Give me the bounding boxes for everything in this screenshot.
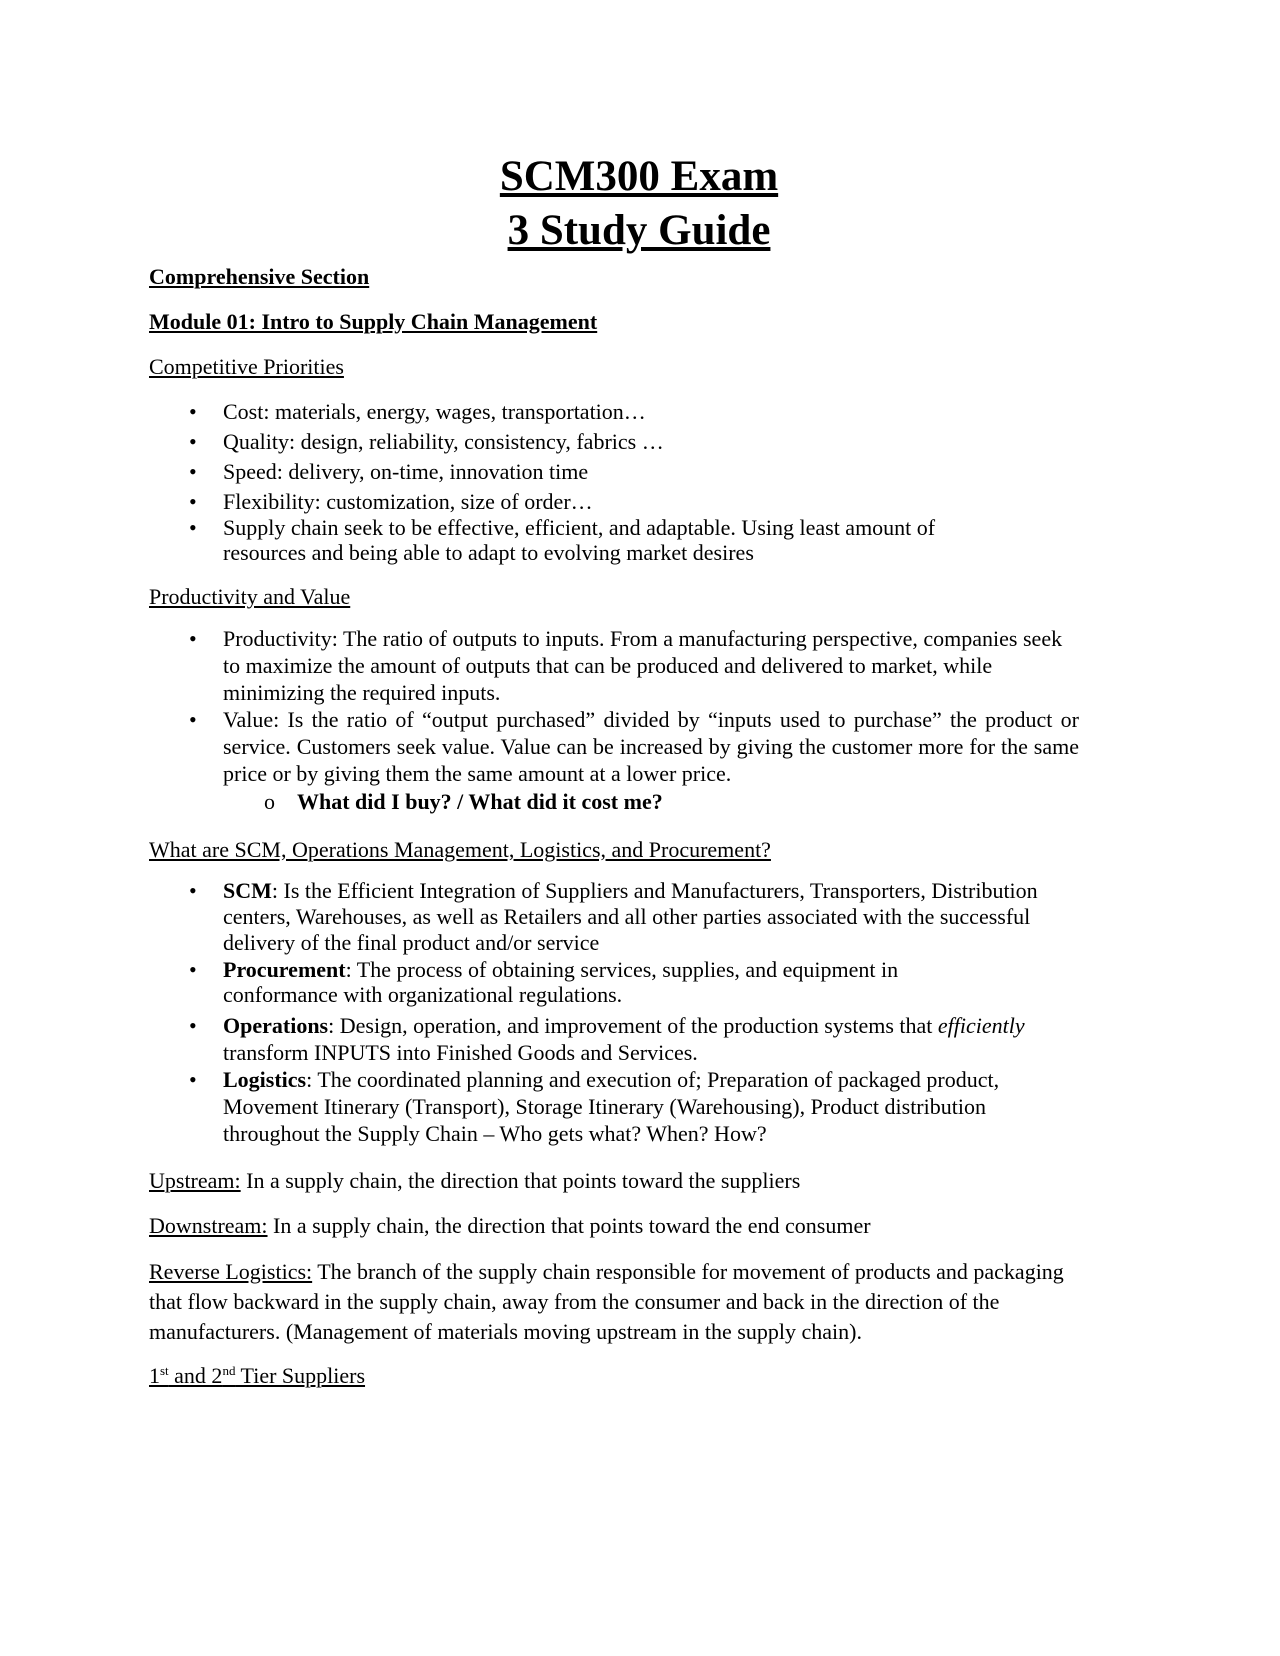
upstream-term: Upstream:	[149, 1168, 241, 1193]
tier-text: 1	[149, 1363, 160, 1388]
reverse-logistics-text: The branch of the supply chain responsible for movement of products and packaging that flow backward in the supply chain, away from the consumer and back in the direction of the manufacturers. (Management of materials moving upstream in the supply chain).	[149, 1259, 1064, 1344]
list-item: • Productivity: The ratio of outputs to inputs. From a manufacturing perspective, companies seek to maximize the amount of outputs that can be produced and delivered to market, while minimizing the required inputs.	[149, 625, 1079, 706]
definitions-heading: What are SCM, Operations Management, Logistics, and Procurement?	[149, 837, 771, 862]
tier-text: and 2	[168, 1363, 223, 1388]
productivity-subitem	[149, 788, 1129, 815]
downstream-text: In a supply chain, the direction that points toward the end consumer	[267, 1213, 871, 1238]
list-item: • Value: Is the ratio of “output purchased” divided by “inputs used to purchase” the product or service. Customers seek value. Value can be increased by giving the customer more for the same price or by giving them the same amount at a lower price.	[149, 706, 1079, 787]
productivity-heading: Productivity and Value	[149, 584, 351, 609]
tier-superscript: nd	[222, 1363, 236, 1378]
list-item: • Speed: delivery, on-time, innovation time	[149, 458, 1049, 485]
term-scm: SCM	[223, 878, 272, 903]
definition-procurement	[149, 957, 1013, 1007]
tier-superscript: st	[160, 1363, 169, 1378]
productivity-list	[149, 625, 1079, 787]
title-line-1: SCM300 Exam	[499, 153, 779, 200]
tier-suppliers-heading	[149, 1362, 1129, 1389]
list-item: • Quality: design, reliability, consistency, fabrics …	[149, 428, 1049, 455]
term-logistics: Logistics	[223, 1067, 307, 1092]
upstream-text: In a supply chain, the direction that points toward the suppliers	[240, 1168, 801, 1193]
list-item: • Cost: materials, energy, wages, transportation…	[149, 398, 1049, 425]
sub-bullet-marker: o	[264, 789, 275, 814]
downstream-term: Downstream:	[149, 1213, 268, 1238]
definition-text: : Design, operation, and improvement of the production systems that	[328, 1013, 938, 1038]
definition-scm	[149, 878, 1079, 956]
list-item: • Flexibility: customization, size of order…	[149, 488, 1049, 515]
upstream-definition	[149, 1167, 1129, 1194]
term-operations: Operations	[223, 1013, 329, 1038]
reverse-logistics-term: Reverse Logistics:	[149, 1259, 313, 1284]
definition-text: transform INPUTS into Finished Goods and Services.	[223, 1040, 698, 1065]
comprehensive-heading: Comprehensive Section	[149, 264, 370, 289]
definitions-list	[149, 878, 1079, 1147]
competitive-heading: Competitive Priorities	[149, 354, 344, 379]
downstream-definition	[149, 1212, 1129, 1239]
sub-bullet-text: What did I buy? / What did it cost me?	[297, 789, 663, 814]
definition-text: : The process of obtaining services, supplies, and equipment in conformance with organizational regulations.	[223, 957, 899, 1007]
competitive-list	[149, 398, 1049, 565]
definition-operations	[149, 1012, 1079, 1066]
module-heading: Module 01: Intro to Supply Chain Management	[149, 309, 598, 334]
list-item: • Supply chain seek to be effective, efficient, and adaptable. Using least amount of resources and being able to adapt to evolving market desires	[149, 515, 1013, 565]
definition-logistics	[149, 1066, 1023, 1147]
term-procurement: Procurement	[223, 957, 346, 982]
title-line-2: 3 Study Guide	[507, 207, 771, 254]
reverse-logistics-definition	[149, 1257, 1084, 1347]
definition-italic: efficiently	[937, 1013, 1025, 1038]
document-page	[149, 0, 1129, 1388]
definition-text: : Is the Efficient Integration of Suppliers and Manufacturers, Transporters, Distribution centers, Warehouses, as well as Retailers and all other parties associated with the successful delivery of the final product and/or service	[223, 878, 1038, 955]
tier-text: Tier Suppliers	[235, 1363, 366, 1388]
definition-text: : The coordinated planning and execution of; Preparation of packaged product, Movement Itinerary (Transport), Storage Itinerary (Warehousing), Product distribution throughout the Supply Chain – Who gets what? When? How?	[223, 1067, 1000, 1146]
document-title	[149, 150, 1129, 258]
